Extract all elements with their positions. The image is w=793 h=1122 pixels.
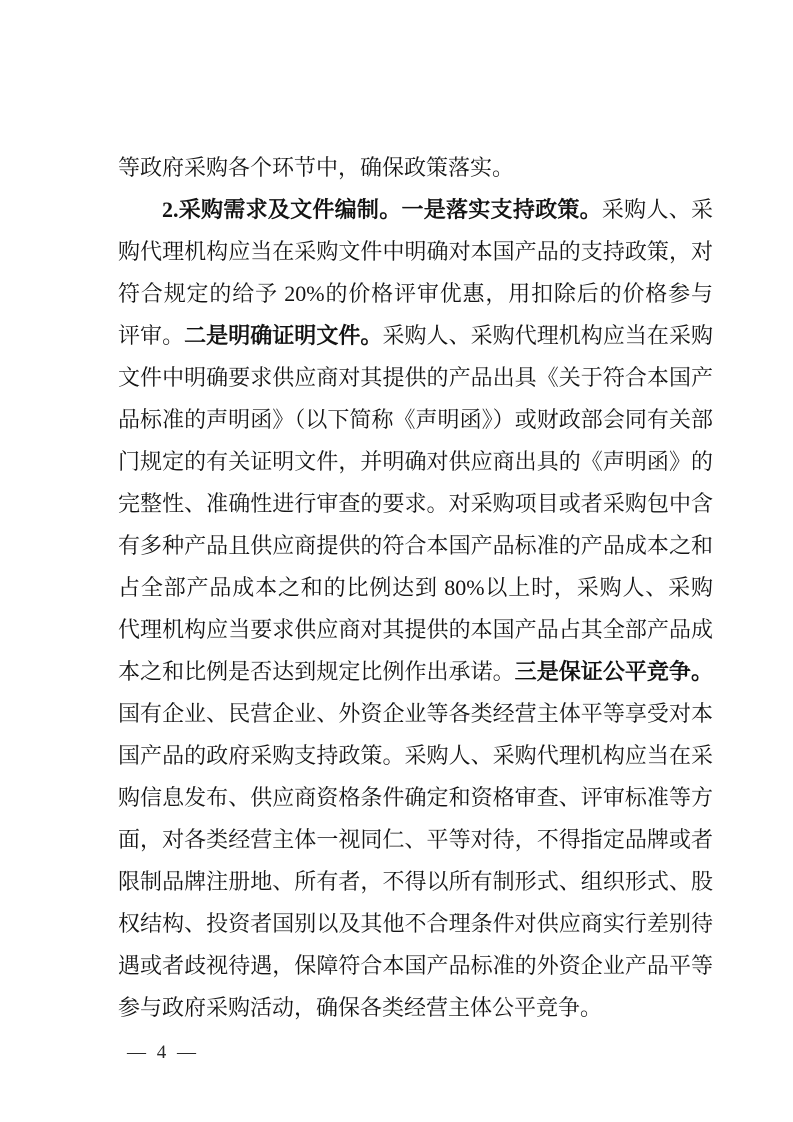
text-segment: 采购人、采购代理机构应当在采购文件中明确对本国产品的支持政策，对符合规定的给予 20%的价格评审优惠，用扣除后的价格参与评审。 [118, 197, 713, 348]
bold-text-segment: 2.采购需求及文件编制。一是落实支持政策。 [162, 197, 602, 222]
text-segment: 等政府采购各个环节中，确保政策落实。 [118, 155, 515, 180]
page-number: — 4 — [127, 1042, 199, 1063]
paragraph-section-2 [118, 189, 713, 1029]
bold-text-segment: 二是明确证明文件。 [184, 323, 383, 348]
bold-text-segment: 三是保证公平竞争。 [514, 659, 713, 684]
text-segment: 国有企业、民营企业、外资企业等各类经营主体平等享受对本国产品的政府采购支持政策。采购人、采购代理机构应当在采购信息发布、供应商资格条件确定和资格审查、评审标准等方面，对各类经营主体一视同仁、平等对待，不得指定品牌或者限制品牌注册地、所有者，不得以所有制形式、组织形式、股权结构、投资者国别以及其他不合理条件对供应商实行差别待遇或者歧视待遇，保障符合本国产品标准的外资企业产品平等参与政府采购活动，确保各类经营主体公平竞争。 [118, 701, 713, 1020]
text-segment: 采购人、采购代理机构应当在采购文件中明确要求供应商对其提供的产品出具《关于符合本国产品标准的声明函》（以下简称《声明函》）或财政部会同有关部门规定的有关证明文件，并明确对供应商出具的《声明函》的完整性、准确性进行审查的要求。对采购项目或者采购包中含有多种产品且供应商提供的符合本国产品标准的产品成本之和占全部产品成本之和的比例达到 80%以上时，采购人、采购代理机构应当要求供应商对其提供的本国产品占其全部产品成本之和比例是否达到规定比例作出承诺。 [118, 323, 713, 684]
document-body [118, 147, 713, 1029]
paragraph-continuation [118, 147, 713, 189]
